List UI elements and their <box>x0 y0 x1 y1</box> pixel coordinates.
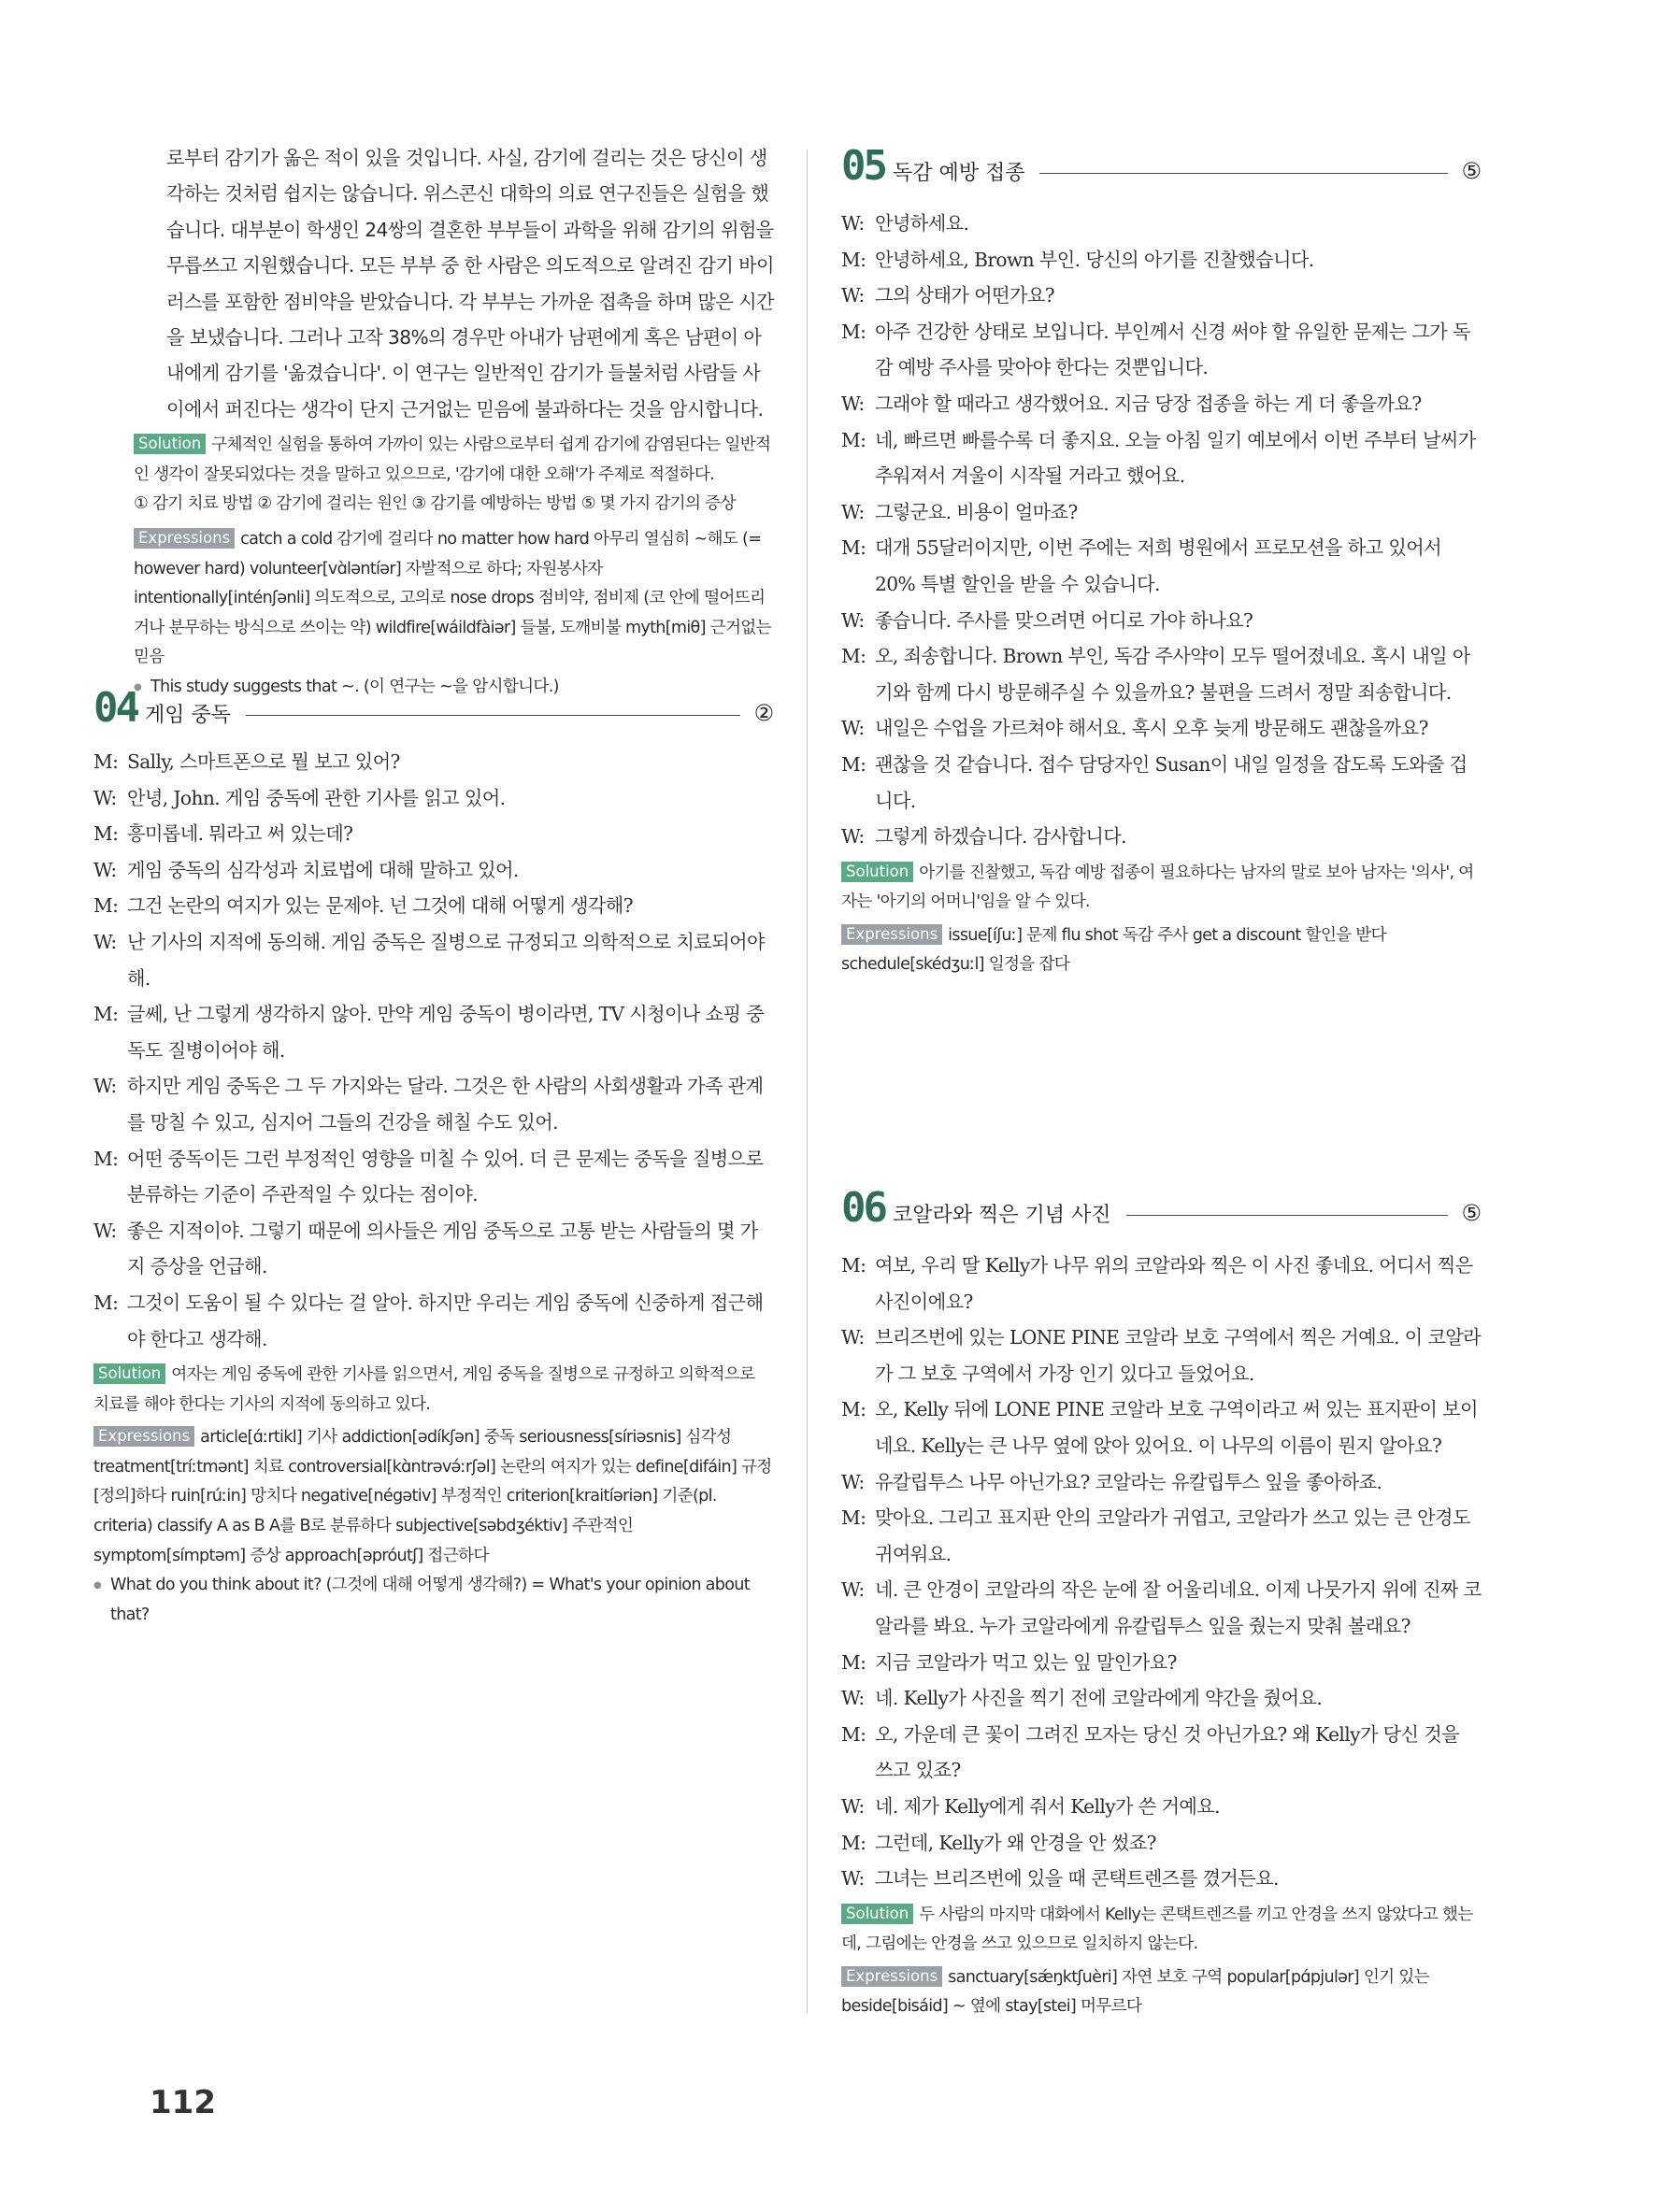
section-04-number: 04 <box>93 684 137 732</box>
dialogue-line <box>93 1213 774 1285</box>
solution-text: 아기를 진찰했고, 독감 예방 접종이 필요하다는 남자의 말로 보아 남자는 '의사', 여자는 '아기의 어머니'임을 알 수 있다. <box>841 863 1474 912</box>
dialogue-line <box>841 386 1482 422</box>
dialogue-line <box>93 996 774 1068</box>
solution-tag: Solution <box>841 1904 913 1924</box>
dialogue-line <box>93 888 774 924</box>
dialogue-text: 글쎄, 난 그렇게 생각하지 않아. 만약 게임 중독이 병이라면, TV 시청이나 쇼핑 중독도 질병이어야 해. <box>127 1003 765 1062</box>
dialogue-text: 어떤 중독이든 그런 부정적인 영향을 미칠 수 있어. 더 큰 문제는 중독을 질병으로 분류하는 기준이 주관적일 수 있다는 점이야. <box>127 1147 764 1206</box>
section-04-answer: ② <box>753 700 774 726</box>
dialogue-line <box>841 1645 1482 1681</box>
solution-text: 여자는 게임 중독에 관한 기사를 읽으면서, 게임 중독을 질병으로 규정하고 의학적으로 치료를 해야 한다는 기사의 지적에 동의하고 있다. <box>93 1365 755 1414</box>
expressions-block <box>134 525 774 673</box>
speaker-label: M: <box>93 894 119 918</box>
speaker-label: M: <box>841 320 866 343</box>
expressions-tag: Expressions <box>134 528 235 549</box>
dialogue-line <box>93 852 774 889</box>
speaker-label: W: <box>841 825 865 849</box>
section-06-expressions <box>841 1963 1482 2022</box>
solution-text: 두 사람의 마지막 대화에서 Kelly는 콘택트렌즈를 끼고 안경을 쓰지 않았다고 했는데, 그림에는 안경을 쓰고 있으므로 일치하지 않는다. <box>841 1905 1473 1954</box>
solution-tag: Solution <box>841 862 913 882</box>
section-05-rule <box>1039 173 1448 174</box>
dialogue-line <box>841 1572 1482 1644</box>
section-05-number: 05 <box>841 142 885 190</box>
dialogue-text: 대개 55달러이지만, 이번 주에는 저희 병원에서 프로모션을 하고 있어서 20% 특별 할인을 받을 수 있습니다. <box>875 536 1442 595</box>
solution-options: ① 감기 치료 방법 ② 감기에 걸리는 원인 ③ 감기를 예방하는 방법 ⑤ 몇 가지 감기의 증상 <box>134 494 736 514</box>
speaker-label: W: <box>841 717 865 740</box>
passage-translation: 로부터 감기가 옮은 적이 있을 것입니다. 사실, 감기에 걸리는 것은 당신이 생각하는 것처럼 쉽지는 않습니다. 위스콘신 대학의 의료 연구진들은 실험을 했습니다. 대부분이 학생인 24쌍의 결혼한 부부들이 과학을 위해 감기의 위험을 무릅쓰고 지원했습니다. 모든 부부 중 한 사람은 의도적으로 알려진 감기 바이러스를 포함한 점비약을 받았습니다. 각 부부는 가까운 접촉을 하며 많은 시간을 보냈습니다. 그러나 고작 38%의 경우만 아내가 남편에게 혹은 남편이 아내에게 감기를 '옮겼습니다'. 이 연구는 일반적인 감기가 들불처럼 사람들 사이에서 퍼진다는 생각이 단지 근거없는 믿음에 불과하다는 것을 암시합니다. <box>166 147 774 421</box>
speaker-label: M: <box>93 1291 119 1314</box>
dialogue-text: 안녕하세요. <box>875 212 969 235</box>
section-04-dialogue <box>93 744 774 1357</box>
dialogue-text: 그녀는 브리즈번에 있을 때 콘택트렌즈를 꼈거든요. <box>875 1867 1279 1891</box>
solution-tag: Solution <box>93 1363 165 1384</box>
expressions-text: catch a cold 감기에 걸리다 no matter how hard 아무리 열심히 ~해도 (= however hard) volunteer[vɑ̀ləntíər] 자발적으로 하다; 자원봉사자 intentionally[inténʃənli] 의도적으로, 고의로 nose drops 점비약, 점비제 (코 안에 떨어뜨리거나 분무하는 방식으로 쓰이는 약) wildfire[wáildfàiər] 들불, 도깨비불 myth[miθ] 근거없는 믿음 <box>134 530 771 667</box>
speaker-label: W: <box>841 212 865 235</box>
speaker-label: M: <box>93 822 119 846</box>
dialogue-text: 여보, 우리 딸 Kelly가 나무 위의 코알라와 찍은 이 사진 좋네요. 어디서 찍은 사진이에요? <box>875 1254 1473 1313</box>
dialogue-text: Sally, 스마트폰으로 뭘 보고 있어? <box>127 750 400 773</box>
speaker-label: M: <box>841 752 866 776</box>
expressions-tag: Expressions <box>841 1966 942 1987</box>
speaker-label: M: <box>841 536 866 560</box>
section-06 <box>841 1182 1482 2022</box>
left-column <box>93 140 774 1624</box>
section-04-note: ● What do you think about it? (그것에 대해 어떻게 생각해?) = What's your opinion about that? <box>93 1571 774 1630</box>
dialogue-line <box>841 1248 1482 1320</box>
dialogue-text: 오, 죄송합니다. Brown 부인, 독감 주사약이 모두 떨어졌네요. 혹시 내일 아기와 함께 다시 방문해주실 수 있을까요? 불편을 드려서 정말 죄송합니다. <box>875 645 1470 704</box>
expressions-text: sanctuary[sǽŋktʃuèri] 자연 보호 구역 popular[pɑ́pjulər] 인기 있는 beside[bisáid] ~ 옆에 stay[stei] 머무르다 <box>841 1967 1429 2017</box>
dialogue-text: 안녕, John. 게임 중독에 관한 기사를 읽고 있어. <box>127 786 506 809</box>
dialogue-text: 난 기사의 지적에 동의해. 게임 중독은 질병으로 규정되고 의학적으로 치료되어야 해. <box>127 930 765 990</box>
expressions-tag: Expressions <box>841 924 942 945</box>
speaker-label: W: <box>93 786 117 809</box>
section-05-solution <box>841 859 1482 918</box>
dialogue-line <box>841 819 1482 855</box>
speaker-label: W: <box>93 1219 117 1242</box>
speaker-label: W: <box>841 1578 865 1602</box>
section-06-solution <box>841 1901 1482 1960</box>
section-04-expressions <box>93 1423 774 1571</box>
expressions-tag: Expressions <box>93 1426 194 1447</box>
speaker-label: M: <box>93 1147 119 1170</box>
dialogue-line <box>841 1464 1482 1501</box>
right-column <box>841 140 1482 2017</box>
dialogue-text: 지금 코알라가 먹고 있는 잎 말인가요? <box>875 1650 1177 1674</box>
expressions-text: issue[íʃuː] 문제 flu shot 독감 주사 get a discount 할인을 받다 schedule[skédʒuːl] 일정을 잡다 <box>841 925 1386 975</box>
dialogue-line <box>841 638 1482 710</box>
dialogue-line <box>841 1789 1482 1825</box>
section-05-header <box>841 140 1482 193</box>
section-06-number: 06 <box>841 1184 885 1232</box>
dialogue-line <box>841 747 1482 819</box>
dialogue-text: 네. Kelly가 사진을 찍기 전에 코알라에게 약간을 줬어요. <box>875 1687 1323 1710</box>
speaker-label: W: <box>841 1326 865 1349</box>
dialogue-text: 게임 중독의 심각성과 치료법에 대해 말하고 있어. <box>127 858 519 881</box>
speaker-label: M: <box>841 428 866 451</box>
dialogue-line <box>93 1068 774 1140</box>
speaker-label: M: <box>841 248 866 271</box>
speaker-label: M: <box>93 750 119 773</box>
dialogue-text: 괜찮을 것 같습니다. 접수 담당자인 Susan이 내일 일정을 잡도록 도와줄 겁니다. <box>875 752 1468 812</box>
speaker-label: W: <box>93 858 117 881</box>
speaker-label: W: <box>841 284 865 307</box>
speaker-label: M: <box>841 1722 866 1746</box>
section-05-dialogue <box>841 206 1482 855</box>
speaker-label: W: <box>841 1470 865 1493</box>
dialogue-line <box>93 780 774 817</box>
dialogue-line <box>841 494 1482 531</box>
dialogue-text: 맞아요. 그리고 표지판 안의 코알라가 귀엽고, 코알라가 쓰고 있는 큰 안경도 귀여워요. <box>875 1506 1470 1565</box>
dialogue-text: 아주 건강한 상태로 보입니다. 부인께서 신경 써야 할 유일한 문제는 그가 독감 예방 주사를 맞아야 한다는 것뿐입니다. <box>875 320 1470 379</box>
speaker-label: M: <box>841 645 866 668</box>
dialogue-text: 그의 상태가 어떤가요? <box>875 284 1054 307</box>
dialogue-text: 그것이 도움이 될 수 있다는 걸 알아. 하지만 우리는 게임 중독에 신중하게 접근해야 한다고 생각해. <box>127 1291 764 1350</box>
note-line: ● This study suggests that ~. (이 연구는 ~을 암시합니다.) <box>134 673 774 703</box>
dialogue-text: 그렇군요. 비용이 얼마죠? <box>875 500 1078 523</box>
dialogue-line <box>841 314 1482 386</box>
section-04 <box>93 682 774 1630</box>
speaker-label: W: <box>841 500 865 523</box>
speaker-label: W: <box>93 930 117 953</box>
speaker-label: M: <box>841 1650 866 1674</box>
dialogue-line <box>841 1320 1482 1391</box>
dialogue-text: 오, Kelly 뒤에 LONE PINE 코알라 보호 구역이라고 써 있는 표지판이 보이네요. Kelly는 큰 나무 옆에 앉아 있어요. 이 나무의 이름이 뭔지 알아요? <box>875 1398 1478 1457</box>
section-05-expressions <box>841 921 1482 980</box>
dialogue-line <box>841 1825 1482 1862</box>
speaker-label: M: <box>841 1254 866 1277</box>
dialogue-text: 네, 빠르면 빠를수록 더 좋지요. 오늘 아침 일기 예보에서 이번 주부터 날씨가 추워져서 겨울이 시작될 거라고 했어요. <box>875 428 1476 488</box>
dialogue-line <box>841 1717 1482 1789</box>
section-05-answer: ⑤ <box>1461 158 1482 184</box>
dialogue-text: 안녕하세요, Brown 부인. 당신의 아기를 진찰했습니다. <box>875 248 1314 271</box>
section-05 <box>841 140 1482 980</box>
speaker-label: M: <box>841 1506 866 1530</box>
dialogue-line <box>841 710 1482 747</box>
section-05-title: 독감 예방 접종 <box>892 161 1025 185</box>
dialogue-line <box>841 422 1482 494</box>
section-06-dialogue <box>841 1248 1482 1897</box>
dialogue-text: 그래야 할 때라고 생각했어요. 지금 당장 접종을 하는 게 더 좋을까요? <box>875 392 1422 415</box>
solution-tag: Solution <box>134 434 206 454</box>
dialogue-line <box>841 1500 1482 1572</box>
speaker-label: M: <box>841 1831 866 1854</box>
section-06-rule <box>1126 1215 1449 1216</box>
section-04-rule <box>246 715 740 716</box>
dialogue-text: 유칼립투스 나무 아닌가요? 코알라는 유칼립투스 잎을 좋아하죠. <box>875 1470 1382 1493</box>
dialogue-line <box>93 744 774 780</box>
speaker-label: M: <box>841 1398 866 1421</box>
dialogue-line <box>841 1391 1482 1463</box>
dialogue-text: 네. 제가 Kelly에게 줘서 Kelly가 쓴 거예요. <box>875 1794 1220 1818</box>
column-divider <box>807 150 808 2014</box>
section-04-header <box>93 682 774 735</box>
expressions-text: article[ɑ́ːrtikl] 기사 addiction[ədíkʃən] 중독 seriousness[síriəsnis] 심각성 treatment[tríːtmənt] 치료 controversial[kɑ̀ntrəvə́ːrʃəl] 논란의 여지가 있는 define[difáin] 규정[정의]하다 ruin[rúːin] 망치다 negative[négətiv] 부정적인 criterion[kraitíəriən] 기준(pl. criteria) classify A as B A를 B로 분류하다 subjective[səbdʒéktiv] 주관적인 symptom[símptəm] 증상 approach[əpróutʃ] 접근하다 <box>93 1428 772 1565</box>
solution-block <box>134 431 774 490</box>
dialogue-text: 오, 가운데 큰 꽃이 그려진 모자는 당신 것 아닌가요? 왜 Kelly가 당신 것을 쓰고 있죠? <box>875 1722 1460 1782</box>
dialogue-text: 하지만 게임 중독은 그 두 가지와는 달라. 그것은 한 사람의 사회생활과 가족 관계를 망칠 수 있고, 심지어 그들의 건강을 해칠 수도 있어. <box>127 1075 764 1134</box>
dialogue-text: 네. 큰 안경이 코알라의 작은 눈에 잘 어울리네요. 이제 나뭇가지 위에 진짜 코알라를 봐요. 누가 코알라에게 유칼립투스 잎을 줬는지 맞춰 볼래요? <box>875 1578 1482 1637</box>
page-number: 112 <box>150 2084 216 2121</box>
dialogue-line <box>93 924 774 996</box>
speaker-label: W: <box>841 608 865 632</box>
dialogue-text: 내일은 수업을 가르쳐야 해서요. 혹시 오후 늦게 방문해도 괜찮을까요? <box>875 717 1428 740</box>
section-06-title: 코알라와 찍은 기념 사진 <box>892 1203 1111 1227</box>
dialogue-line <box>841 530 1482 602</box>
dialogue-line <box>841 278 1482 314</box>
dialogue-text: 브리즈번에 있는 LONE PINE 코알라 보호 구역에서 찍은 거예요. 이 코알라가 그 보호 구역에서 가장 인기 있다고 들었어요. <box>875 1326 1482 1385</box>
dialogue-line <box>841 603 1482 639</box>
dialogue-text: 좋은 지적이야. 그렇기 때문에 의사들은 게임 중독으로 고통 받는 사람들의 몇 가지 증상을 언급해. <box>127 1219 758 1278</box>
speaker-label: W: <box>841 392 865 415</box>
dialogue-line <box>93 816 774 852</box>
dialogue-line <box>841 242 1482 278</box>
section-06-header <box>841 1182 1482 1234</box>
dialogue-text: 흥미롭네. 뭐라고 써 있는데? <box>127 822 353 846</box>
speaker-label: M: <box>93 1003 119 1026</box>
speaker-label: W: <box>841 1687 865 1710</box>
speaker-label: W: <box>841 1794 865 1818</box>
dialogue-line <box>841 1680 1482 1717</box>
dialogue-line <box>841 206 1482 242</box>
dialogue-text: 그렇게 하겠습니다. 감사합니다. <box>875 825 1126 849</box>
section-06-answer: ⑤ <box>1461 1200 1482 1226</box>
dialogue-line <box>841 1861 1482 1897</box>
speaker-label: W: <box>841 1867 865 1891</box>
dialogue-text: 그런데, Kelly가 왜 안경을 안 썼죠? <box>875 1831 1156 1854</box>
dialogue-line <box>93 1141 774 1213</box>
solution-text: 구체적인 실험을 통하여 가까이 있는 사람으로부터 쉽게 감기에 감염된다는 일반적인 생각이 잘못되었다는 것을 말하고 있으므로, '감기에 대한 오해'가 주제로 적절하다. <box>134 435 771 484</box>
dialogue-text: 그건 논란의 여지가 있는 문제야. 넌 그것에 대해 어떻게 생각해? <box>127 894 633 918</box>
section-04-title: 게임 중독 <box>144 703 231 727</box>
speaker-label: W: <box>93 1075 117 1098</box>
dialogue-line <box>93 1285 774 1357</box>
dialogue-text: 좋습니다. 주사를 맞으려면 어디로 가야 하나요? <box>875 608 1253 632</box>
section-04-solution <box>93 1361 774 1420</box>
